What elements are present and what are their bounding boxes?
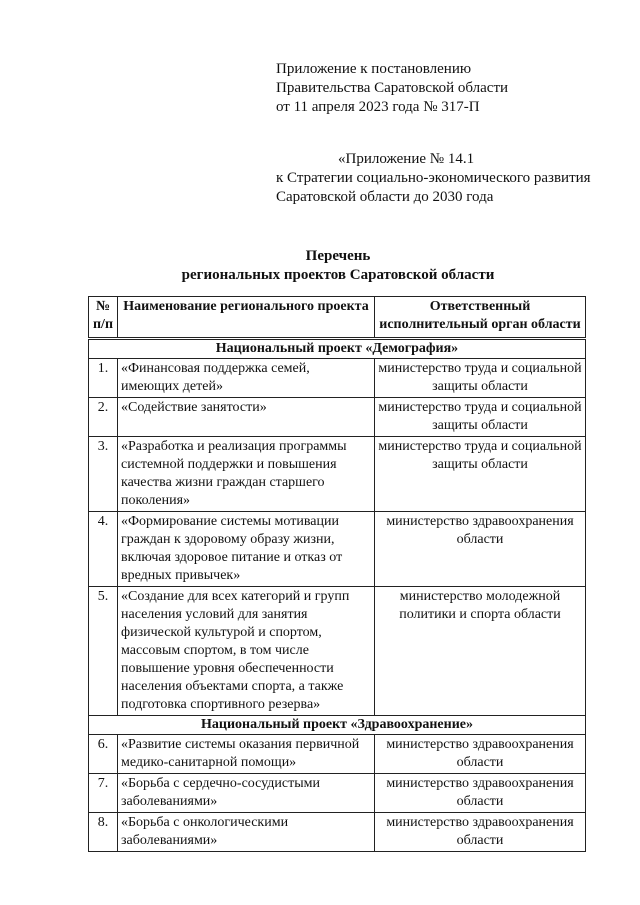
- header-num: № п/п: [89, 297, 118, 339]
- document-title: [90, 247, 586, 285]
- decree-line: Приложение к постановлению: [276, 61, 472, 77]
- row-org: министерство труда и социальной защиты области: [375, 398, 586, 437]
- row-num: 8.: [89, 813, 118, 852]
- row-name: «Формирование системы мотивации граждан к здоровому образу жизни, включая здоровое питание и отказ от вредных привычек»: [118, 512, 375, 587]
- table-row: [89, 587, 586, 716]
- section-title: Национальный проект «Здравоохранение»: [89, 716, 586, 735]
- table-row: [89, 359, 586, 398]
- row-name: «Создание для всех категорий и групп населения условий для занятия физической культурой и спортом, массовым спортом, в том числе повышение уровня обеспеченности населения объектами спорта, а также подготовка спортивного резерва»: [118, 587, 375, 716]
- row-num: 3.: [89, 437, 118, 512]
- section-title: Национальный проект «Демография»: [89, 339, 586, 359]
- row-name: «Развитие системы оказания первичной медико-санитарной помощи»: [118, 735, 375, 774]
- table-row: [89, 398, 586, 437]
- row-num: 5.: [89, 587, 118, 716]
- decree-line: от 11 апреля 2023 года № 317-П: [276, 99, 480, 115]
- table-header-row: [89, 297, 586, 339]
- row-num: 2.: [89, 398, 118, 437]
- row-org: министерство здравоохранения области: [375, 512, 586, 587]
- row-num: 4.: [89, 512, 118, 587]
- appendix-line: Саратовской области до 2030 года: [276, 189, 494, 205]
- title-line-1: Перечень: [305, 248, 371, 264]
- row-org: министерство труда и социальной защиты области: [375, 359, 586, 398]
- section-row: [89, 716, 586, 735]
- decree-reference: [276, 60, 508, 117]
- row-name: «Разработка и реализация программы системной поддержки и повышения качества жизни граждан старшего поколения»: [118, 437, 375, 512]
- section-row: [89, 339, 586, 359]
- appendix-reference: [276, 150, 591, 207]
- row-name: «Содействие занятости»: [118, 398, 375, 437]
- table-row: [89, 774, 586, 813]
- title-line-2: региональных проектов Саратовской области: [181, 267, 495, 283]
- row-num: 1.: [89, 359, 118, 398]
- row-org: министерство здравоохранения области: [375, 774, 586, 813]
- table-row: [89, 512, 586, 587]
- row-org: министерство труда и социальной защиты области: [375, 437, 586, 512]
- appendix-line: к Стратегии социально-экономического развития: [276, 170, 591, 186]
- header-name: Наименование регионального проекта: [118, 297, 375, 339]
- row-org: министерство здравоохранения области: [375, 735, 586, 774]
- projects-table: [88, 296, 586, 852]
- row-org: министерство здравоохранения области: [375, 813, 586, 852]
- row-org: министерство молодежной политики и спорта области: [375, 587, 586, 716]
- appendix-line: «Приложение № 14.1: [338, 151, 475, 167]
- row-name: «Финансовая поддержка семей, имеющих детей»: [118, 359, 375, 398]
- header-org: Ответственный исполнительный орган области: [375, 297, 586, 339]
- table-row: [89, 437, 586, 512]
- row-num: 7.: [89, 774, 118, 813]
- decree-line: Правительства Саратовской области: [276, 80, 509, 96]
- row-num: 6.: [89, 735, 118, 774]
- table-row: [89, 813, 586, 852]
- row-name: «Борьба с сердечно-сосудистыми заболеваниями»: [118, 774, 375, 813]
- table-row: [89, 735, 586, 774]
- row-name: «Борьба с онкологическими заболеваниями»: [118, 813, 375, 852]
